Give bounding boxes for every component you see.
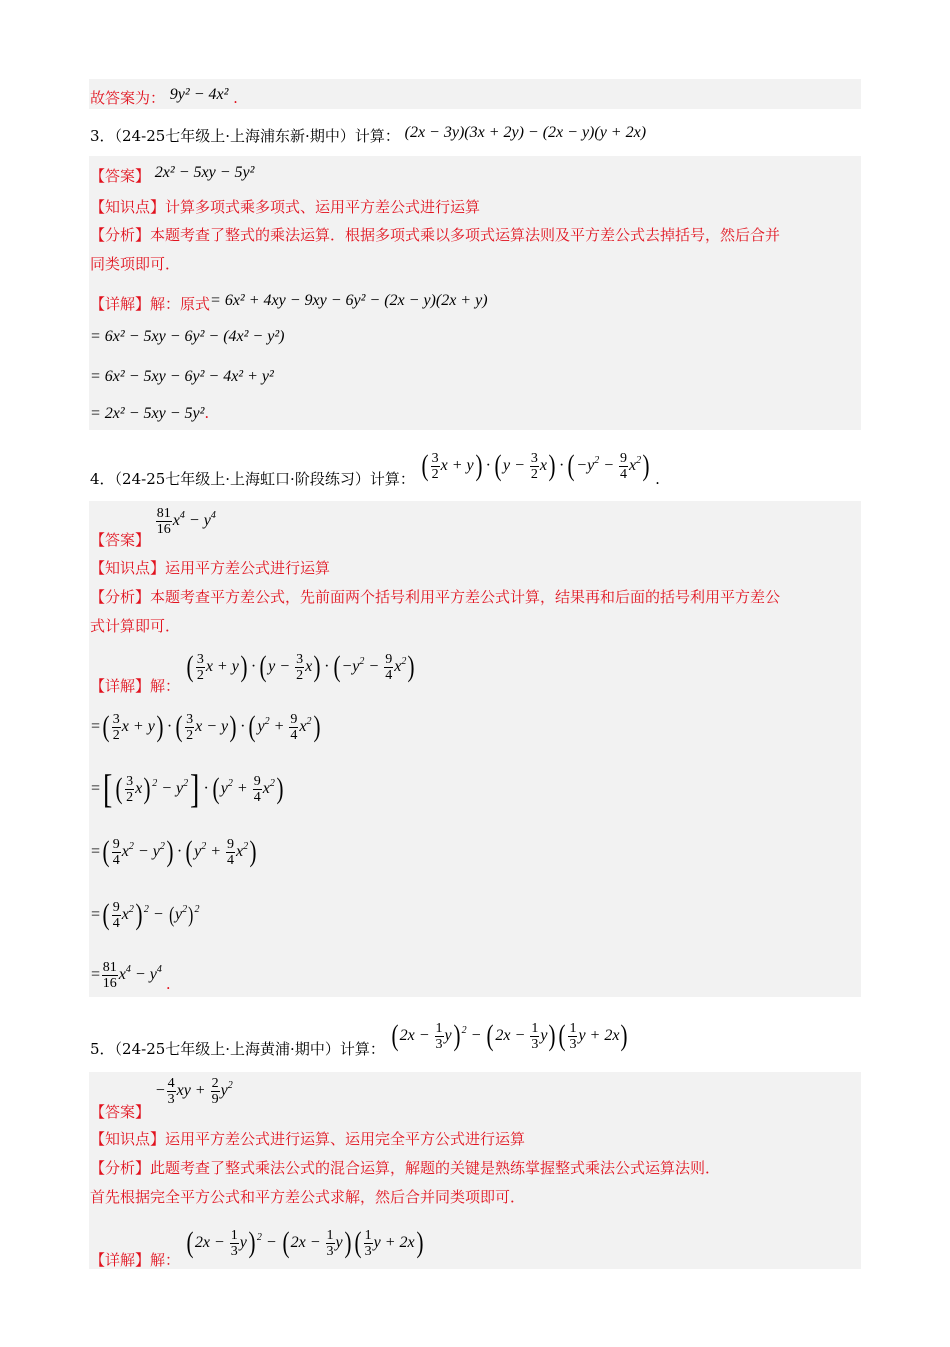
q3-analysis-2 [90,254,860,274]
q4-step-5: = $\frac{81}{16}$ $x^4 - y^4$ . [90,959,171,993]
prev-answer-line [90,88,860,109]
q4-label: 4．（24-25七年级上·上海虹口·阶段练习）计算： [90,470,415,488]
q4-detail [90,644,860,695]
prev-answer-period: . [233,89,238,107]
q5-question [90,1013,860,1057]
q5-detail [90,1220,860,1269]
q4-step-1: =( $\frac{3}{2}$ x + y) · ( $\frac{3}{2}$ $x - y) \cdot (y^2$ + $\frac{9}{4}$ $x^2$) [90,710,320,744]
q3-knowledge-tag: 【知识点】 [90,198,166,216]
q5-analysis-text-2: 首先根据完全平方公式和平方差公式求解，然后合并同类项即可． [90,1188,526,1206]
q5-answer-expr: − $\frac{4}{3}$ xy + $\frac{2}{9}$ $y^2$ [154,1075,233,1107]
q3-analysis-text-2: 同类项即可． [90,255,181,273]
q3-step-3: = 6x² − 5xy − 6y² − 4x² + y² [90,368,274,385]
q4-expr: ( $\frac{3}{2}$ x + y) · (y − $\frac{3}{2}$ $x) \cdot (-y^2$ − $\frac{9}{4}$ $x^2$) [421,449,650,483]
q3-analysis-tag: 【分析】 [90,226,151,244]
q5-detail-prefix: 解： [150,1251,181,1269]
q5-answer-tag: 【答案】 [90,1103,151,1121]
q5-analysis-text-1: 此题考查了整式乘法公式的混合运算，解题的关键是熟练掌握整式乘法公式运算法则． [150,1159,721,1177]
q3-step-3-line [90,366,860,387]
q5-analysis-2 [90,1187,860,1207]
q5-expr: (2x − $\frac{1}{3}$ y) $^2$ − (2x − $\frac{1}{3}$ y) ( $\frac{1}{3}$ y + 2x) [391,1019,628,1053]
q4-period: . [655,470,660,488]
q5-detail-expr: (2x − $\frac{1}{3}$ y) $^2$ − (2x − $\frac{1}{3}$ y) ( $\frac{1}{3}$ y + 2x) [186,1226,424,1260]
q5-knowledge-tag: 【知识点】 [90,1130,166,1148]
q4-detail-tag: 【详解】 [90,677,151,695]
q3-answer [90,166,860,187]
q3-knowledge [90,197,860,217]
prev-answer-prefix: 故答案为： [90,89,166,107]
q3-detail-prefix: 解：原式 [150,295,211,313]
q4-analysis-1 [90,587,860,607]
q3-label: 3．（24-25七年级上·上海浦东新·期中）计算： [90,127,400,145]
q3-detail-tag: 【详解】 [90,295,151,313]
q3-step-4-line [90,403,860,424]
q5-label: 5．（24-25七年级上·上海黄浦·期中）计算： [90,1040,385,1058]
q3-expr: (2x − 3y)(3x + 2y) − (2x − y)(y + 2x) [404,124,647,141]
q3-answer-expr: 2x² − 5xy − 5y² [154,164,255,181]
q3-step-2: = 6x² − 5xy − 6y² − (4x² − y²) [90,328,285,345]
q4-answer-tag: 【答案】 [90,531,151,549]
q4-detail-period: . [165,975,171,993]
q4-detail-prefix: 解： [150,677,181,695]
q4-knowledge [90,558,860,578]
q5-analysis-tag: 【分析】 [90,1159,151,1177]
q3-answer-tag: 【答案】 [90,167,151,185]
q4-step-2: =[ ( $\frac{3}{2}$ x) $^2 - y^2] \cdot (y^2$ + $\frac{9}{4}$ $x^2$) [90,766,284,812]
q4-answer [90,504,860,548]
prev-answer-expr: 9y² − 4x² [169,86,229,103]
q5-knowledge [90,1129,860,1149]
q4-analysis-tag: 【分析】 [90,588,151,606]
q4-analysis-text-2: 式计算即可． [90,617,181,635]
q4-step-4: =( $\frac{9}{4}$ $x^2$) $^2 - (y^2)^2$ [90,898,200,932]
q4-knowledge-tag: 【知识点】 [90,559,166,577]
q4-knowledge-text: 运用平方差公式进行运算 [165,559,331,577]
q5-answer [90,1076,860,1120]
q5-analysis-1 [90,1158,860,1178]
q3-knowledge-text: 计算多项式乘多项式、运用平方差公式进行运算 [165,198,481,216]
q3-detail [90,294,860,315]
q4-step-3: =( $\frac{9}{4}$ $x^2 - y^2) \cdot (y^2$ + $\frac{9}{4}$ $x^2$) [90,835,257,869]
q3-step-1: = 6x² + 4xy − 9xy − 6y² − (2x − y)(2x + y) [210,292,488,309]
q5-detail-tag: 【详解】 [90,1251,151,1269]
q5-knowledge-text: 运用平方差公式进行运算、运用完全平方公式进行运算 [165,1130,526,1148]
q3-analysis-text-1: 本题考查了整式的乘法运算．根据多项式乘以多项式运算法则及平方差公式去掉括号，然后合并 [150,226,781,244]
q4-detail-expr: ( $\frac{3}{2}$ x + y) · (y − $\frac{3}{2}$ $x) \cdot (-y^2$ − $\frac{9}{4}$ $x^2$) [186,650,415,684]
q4-analysis-text-1: 本题考查平方差公式，先前面两个括号利用平方差公式计算，结果再和后面的括号利用平方差公 [150,588,781,606]
q3-step-4: = 2x² − 5xy − 5y² [90,405,205,422]
q3-analysis-1 [90,225,860,245]
q4-question [90,443,860,487]
q3-question [90,126,860,147]
q4-analysis-2 [90,616,860,636]
q3-step-2-line [90,326,860,347]
q3-period: . [204,404,210,422]
q4-answer-expr: $\frac{81}{16}$ $x^4 - y^4$ [156,505,216,537]
